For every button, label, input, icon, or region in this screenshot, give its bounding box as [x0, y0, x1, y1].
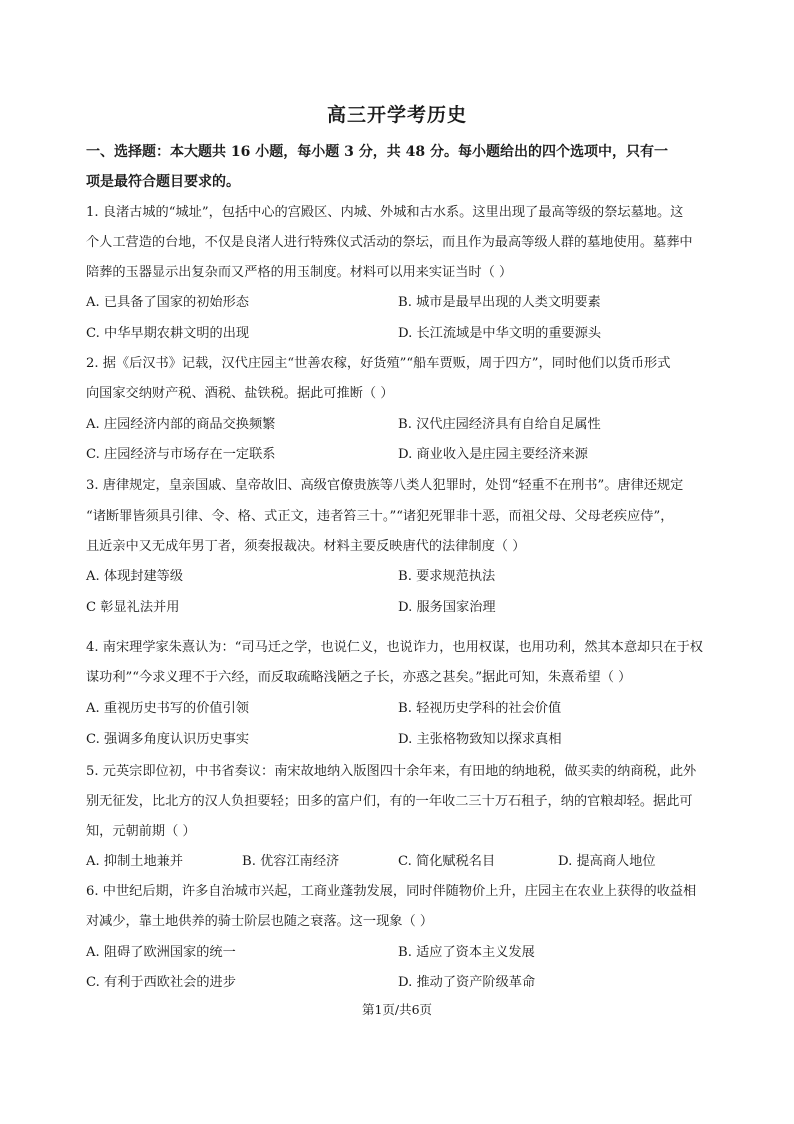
question-1-stem-line-2: 个人工营造的台地，不仅是良渚人进行特殊仪式活动的祭坛，而且作为最高等级人群的墓地使用。墓葬中 [86, 235, 693, 250]
question-6-option-a[interactable]: A. 阻碍了欧洲国家的统一 [86, 945, 236, 960]
question-4-option-a[interactable]: A. 重视历史书写的价值引领 [86, 701, 249, 716]
question-4-option-c[interactable]: C. 强调多角度认识历史事实 [86, 732, 250, 747]
question-2-option-b[interactable]: B. 汉代庄园经济具有自给自足属性 [398, 417, 601, 432]
question-5-option-b[interactable]: B. 优容江南经济 [242, 854, 340, 869]
question-6-stem-line-1: 6. 中世纪后期，许多自治城市兴起，工商业蓬勃发展，同时伴随物价上升，庄园主在农业上获得的收益相 [86, 884, 697, 899]
question-1-option-a[interactable]: A. 已具备了国家的初始形态 [86, 295, 249, 310]
question-4-stem-line-2: 谋功利”“今求义理不于六经，而反取疏略浅陋之子长，亦惑之甚矣。”据此可知，朱熹希望（ ） [86, 670, 632, 685]
question-2-option-d[interactable]: D. 商业收入是庄园主要经济来源 [398, 447, 588, 462]
question-2-stem-line-2: 向国家交纳财产税、酒税、盐铁税。据此可推断（ ） [86, 386, 394, 401]
question-1-option-b[interactable]: B. 城市是最早出现的人类文明要素 [398, 295, 601, 310]
question-2-option-a[interactable]: A. 庄园经济内部的商品交换频繁 [86, 417, 276, 432]
question-3-option-c[interactable]: C 彰显礼法并用 [86, 600, 180, 615]
question-6-option-b[interactable]: B. 适应了资本主义发展 [398, 945, 535, 960]
question-5-option-c[interactable]: C. 简化赋税名目 [398, 854, 496, 869]
question-3-stem-line-3: 且近亲中又无成年男丁者，须奏报裁决。材料主要反映唐代的法律制度（ ） [86, 539, 526, 554]
question-3-stem-line-2: “诸断罪皆须具引律、令、格、式正文，违者笞三十。”“诸犯死罪非十恶，而祖父母、父母老疾应侍”， [86, 509, 674, 524]
question-3-option-b[interactable]: B. 要求规范执法 [398, 569, 496, 584]
question-1-stem-line-3: 陪葬的玉器显示出复杂而又严格的用玉制度。材料可以用来实证当时（ ） [86, 265, 513, 280]
question-2-stem-line-1: 2. 据《后汉书》记载，汉代庄园主“世善农稼，好货殖”“船车贾贩，周于四方”，同时他们以货币形式 [86, 356, 671, 371]
question-5-option-a[interactable]: A. 抑制土地兼并 [86, 854, 184, 869]
section-heading-cont: 项是最符合题目要求的。 [86, 174, 240, 190]
question-4-option-b[interactable]: B. 轻视历史学科的社会价值 [398, 701, 562, 716]
question-6-option-c[interactable]: C. 有利于西欧社会的进步 [86, 975, 236, 990]
section-heading: 一、选择题：本大题共 16 小题，每小题 3 分，共 48 分。每小题给出的四个选项中，只有一 [86, 144, 668, 160]
question-6-option-d[interactable]: D. 推动了资产阶级革命 [398, 975, 536, 990]
question-3-option-d[interactable]: D. 服务国家治理 [398, 600, 496, 615]
question-5-stem-line-1: 5. 元英宗即位初，中书省奏议：南宋故地纳入版图四十余年来，有田地的纳地税，做买卖的纳商税，此外 [86, 764, 697, 779]
question-3-option-a[interactable]: A. 体现封建等级 [86, 569, 184, 584]
question-1-stem-line-1: 1. 良渚古城的“城址”，包括中心的宫殿区、内城、外城和古水系。这里出现了最高等级的祭坛墓地。这 [86, 205, 684, 220]
question-1-option-c[interactable]: C. 中华早期农耕文明的出现 [86, 326, 250, 341]
question-6-stem-line-2: 对减少，靠土地供养的骑士阶层也随之衰落。这一现象（ ） [86, 914, 434, 929]
question-5-stem-line-3: 知，元朝前期（ ） [86, 824, 196, 839]
question-1-option-d[interactable]: D. 长江流域是中华文明的重要源头 [398, 326, 602, 341]
question-5-option-d[interactable]: D. 提高商人地位 [558, 854, 656, 869]
page-number: 第1页/共6页 [361, 1002, 433, 1017]
question-4-stem-line-1: 4. 南宋理学家朱熹认为：“司马迁之学，也说仁义，也说诈力，也用权谋，也用功利，然其本意却只在于权 [86, 640, 703, 655]
page-title: 高三开学考历史 [326, 104, 467, 126]
question-3-stem-line-1: 3. 唐律规定，皇亲国戚、皇帝故旧、高级官僚贵族等八类人犯罪时，处罚“轻重不在刑书”。唐律还规定 [86, 478, 684, 493]
question-2-option-c[interactable]: C. 庄园经济与市场存在一定联系 [86, 447, 276, 462]
question-5-stem-line-2: 别无征发，比北方的汉人负担要轻；田多的富户们，有的一年收二三十万石租子，纳的官粮却轻。据此可 [86, 794, 693, 809]
question-4-option-d[interactable]: D. 主张格物致知以探求真相 [398, 732, 562, 747]
